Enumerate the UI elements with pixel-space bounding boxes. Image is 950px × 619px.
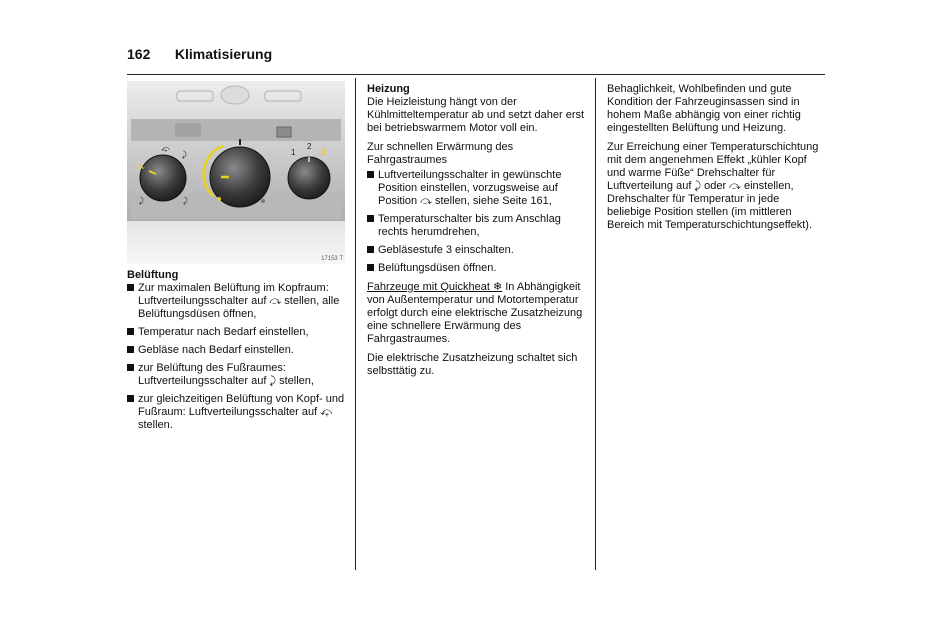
heizung-intro: Die Heizleistung hängt von der Kühlmitteltemperatur ab und setzt daher erst bei betriebswarmem Motor voll ein. <box>367 96 585 134</box>
list-item: Zur maximalen Belüftung im Kopfraum: Luftverteilungsschalter auf ⤼ stellen, alle Belüftungsdüsen öffnen, <box>127 282 347 321</box>
quickheat-text: In Abhängigkeit von Außentemperatur und Motortemperatur erfolgt durch eine elektrische Zusatzheizung eine schnellere Erwärmung des Fahrgastraumes. <box>367 281 583 345</box>
dial-label-2: 2 <box>307 142 312 151</box>
list-item: Luftverteilungsschalter in gewünschte Position einstellen, vorzugsweise auf Position ⤼ stellen, siehe Seite 161, <box>367 169 585 208</box>
quickheat-paragraph <box>367 281 585 346</box>
page-header <box>127 46 272 62</box>
page-title: Klimatisierung <box>174 46 273 62</box>
right-paragraph-1: Behaglichkeit, Wohlbefinden und gute Kondition der Fahrzeuginsassen sind in hohem Maße abhängig von einer richtig eingestellten Belüftung und Heizung. <box>607 83 801 134</box>
list-item: zur gleichzeitigen Belüftung von Kopf- und Fußraum: Luftverteilungsschalter auf ⤽ stellen. <box>127 393 347 432</box>
svg-text:⤸: ⤸ <box>183 196 188 205</box>
page-number: 162 <box>127 46 151 62</box>
section-heading-belueftung: Belüftung <box>127 269 179 281</box>
column-divider-2 <box>595 78 596 570</box>
section-heading-heizung: Heizung <box>367 83 410 95</box>
middle-column <box>367 83 585 384</box>
list-item: zur Belüftung des Fußraumes: Luftverteilungsschalter auf ⤸ stellen, <box>127 362 347 388</box>
list-item: Temperatur nach Bedarf einstellen, <box>127 326 347 339</box>
right-paragraph-2: Zur Erreichung einer Temperaturschichtung mit dem angenehmen Effekt „kühler Kopf und warme Füße“ Drehschalter für Luftverteilung auf ⤸ oder ⤼ einstellen, Drehschalter für Temperatur in jede beliebige Position stellen (im mittleren Bereich mit Temperaturschichtungseffekt). <box>607 141 819 231</box>
climate-panel-illustration <box>127 81 345 264</box>
list-item: Temperaturschalter bis zum Anschlag rechts herumdrehen, <box>367 213 585 239</box>
heizung-final: Die elektrische Zusatzheizung schaltet sich selbsttätig zu. <box>367 352 578 377</box>
dial-label-3: 3 <box>321 148 326 157</box>
svg-text:⤸: ⤸ <box>139 196 144 205</box>
list-item: Gebläsestufe 3 einschalten. <box>367 244 585 257</box>
list-item: Gebläse nach Bedarf einstellen. <box>127 344 347 357</box>
heizung-subheading: Zur schnellen Erwärmung des Fahrgastraumes <box>367 141 514 166</box>
right-column <box>607 83 825 238</box>
svg-text:⤸: ⤸ <box>182 150 187 159</box>
column-divider-1 <box>355 78 356 570</box>
left-column <box>127 269 347 437</box>
list-item: Belüftungsdüsen öffnen. <box>367 262 585 275</box>
figure-label: 17153 T <box>321 256 343 262</box>
climate-panel-figure <box>127 81 345 264</box>
svg-text:⤼: ⤼ <box>135 162 145 172</box>
header-rule <box>127 74 825 75</box>
quickheat-link: Fahrzeuge mit Quickheat ❄ <box>367 281 503 293</box>
svg-text:⤽: ⤽ <box>161 144 170 153</box>
dial-label-1: 1 <box>291 148 296 157</box>
